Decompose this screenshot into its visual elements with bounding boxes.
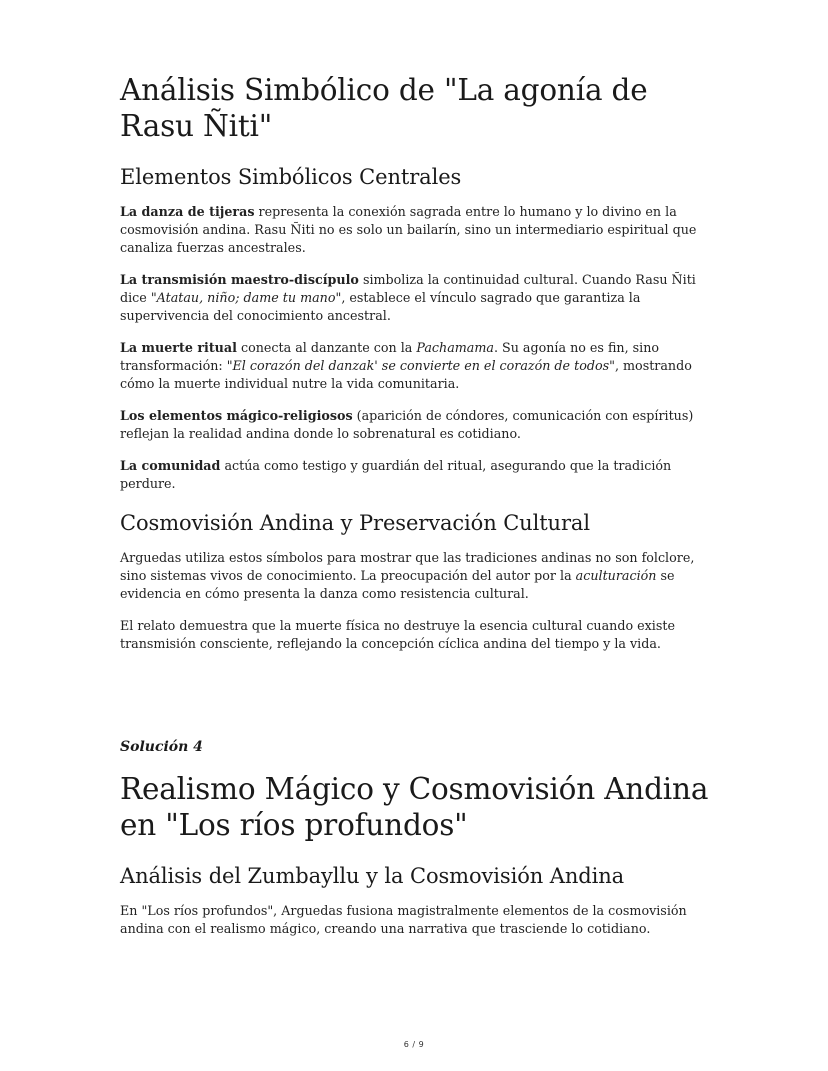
paragraph-text: representa la conexión sagrada entre lo humano y lo divino en la cosmovisión andina. Rasu Ñiti no es solo un bailarín, sino un intermediario espiritual que canaliza fuerzas ancestrales. bbox=[120, 204, 697, 256]
paragraph bbox=[120, 203, 710, 258]
paragraph bbox=[120, 339, 710, 394]
paragraph-text: simboliza la continuidad cultural. Cuando Rasu Ñiti dice bbox=[120, 272, 696, 306]
section-heading: Cosmovisión Andina y Preservación Cultural bbox=[120, 511, 590, 535]
paragraph-text: . Su agonía no es fin, sino transformación: bbox=[120, 340, 660, 374]
section-title: Análisis Simbólico de "La agonía de Rasu Ñiti" bbox=[120, 73, 648, 143]
paragraph-text: , mostrando cómo la muerte individual nutre la vida comunitaria. bbox=[120, 358, 692, 392]
section-heading: Análisis del Zumbayllu y la Cosmovisión Andina bbox=[120, 864, 625, 888]
paragraph bbox=[120, 457, 710, 493]
paragraph-bold-term: Los elementos mágico-religiosos bbox=[120, 408, 353, 423]
paragraph-text: se evidencia en cómo presenta la danza como resistencia cultural. bbox=[120, 568, 675, 602]
paragraph: El relato demuestra que la muerte física no destruye la esencia cultural cuando existe transmisión consciente, reflejando la concepción cíclica andina del tiempo y la vida. bbox=[120, 618, 675, 652]
paragraph bbox=[120, 549, 710, 604]
paragraph-italic-term: Pachamama bbox=[416, 340, 494, 355]
paragraph bbox=[120, 271, 710, 326]
paragraph-text: actúa como testigo y guardián del ritual, asegurando que la tradición perdure. bbox=[120, 458, 672, 492]
section-title: Realismo Mágico y Cosmovisión Andina en "Los ríos profundos" bbox=[120, 772, 709, 842]
paragraph-text: (aparición de cóndores, comunicación con espíritus) reflejan la realidad andina donde lo sobrenatural es cotidiano. bbox=[120, 408, 694, 442]
paragraph-quote: "Atatau, niño; dame tu mano" bbox=[150, 290, 342, 306]
solution-label: Solución 4 bbox=[120, 739, 203, 755]
paragraph bbox=[120, 407, 710, 443]
paragraph-text: Arguedas utiliza estos símbolos para mostrar que las tradiciones andinas no son folclore, sino sistemas vivos de conocimiento. La preocupación del autor por la bbox=[120, 550, 695, 584]
paragraph: En "Los ríos profundos", Arguedas fusiona magistralmente elementos de la cosmovisión andina con el realismo mágico, creando una narrativa que trasciende lo cotidiano. bbox=[120, 903, 687, 937]
paragraph-italic-term: aculturación bbox=[575, 568, 657, 584]
paragraph-bold-term: La danza de tijeras bbox=[120, 204, 255, 219]
page-number: 6 / 9 bbox=[403, 1040, 425, 1049]
paragraph-quote: "El corazón del danzak' se convierte en el corazón de todos" bbox=[226, 358, 615, 374]
section-heading: Elementos Simbólicos Centrales bbox=[120, 165, 462, 189]
paragraph-bold-term: La transmisión maestro-discípulo bbox=[120, 272, 359, 287]
paragraph-bold-term: La comunidad bbox=[120, 458, 221, 473]
paragraph-bold-term: La muerte ritual bbox=[120, 340, 237, 355]
paragraph-text: , establece el vínculo sagrado que garantiza la supervivencia del conocimiento ancestral. bbox=[120, 290, 641, 324]
paragraph-text: conecta al danzante con la bbox=[236, 340, 417, 355]
